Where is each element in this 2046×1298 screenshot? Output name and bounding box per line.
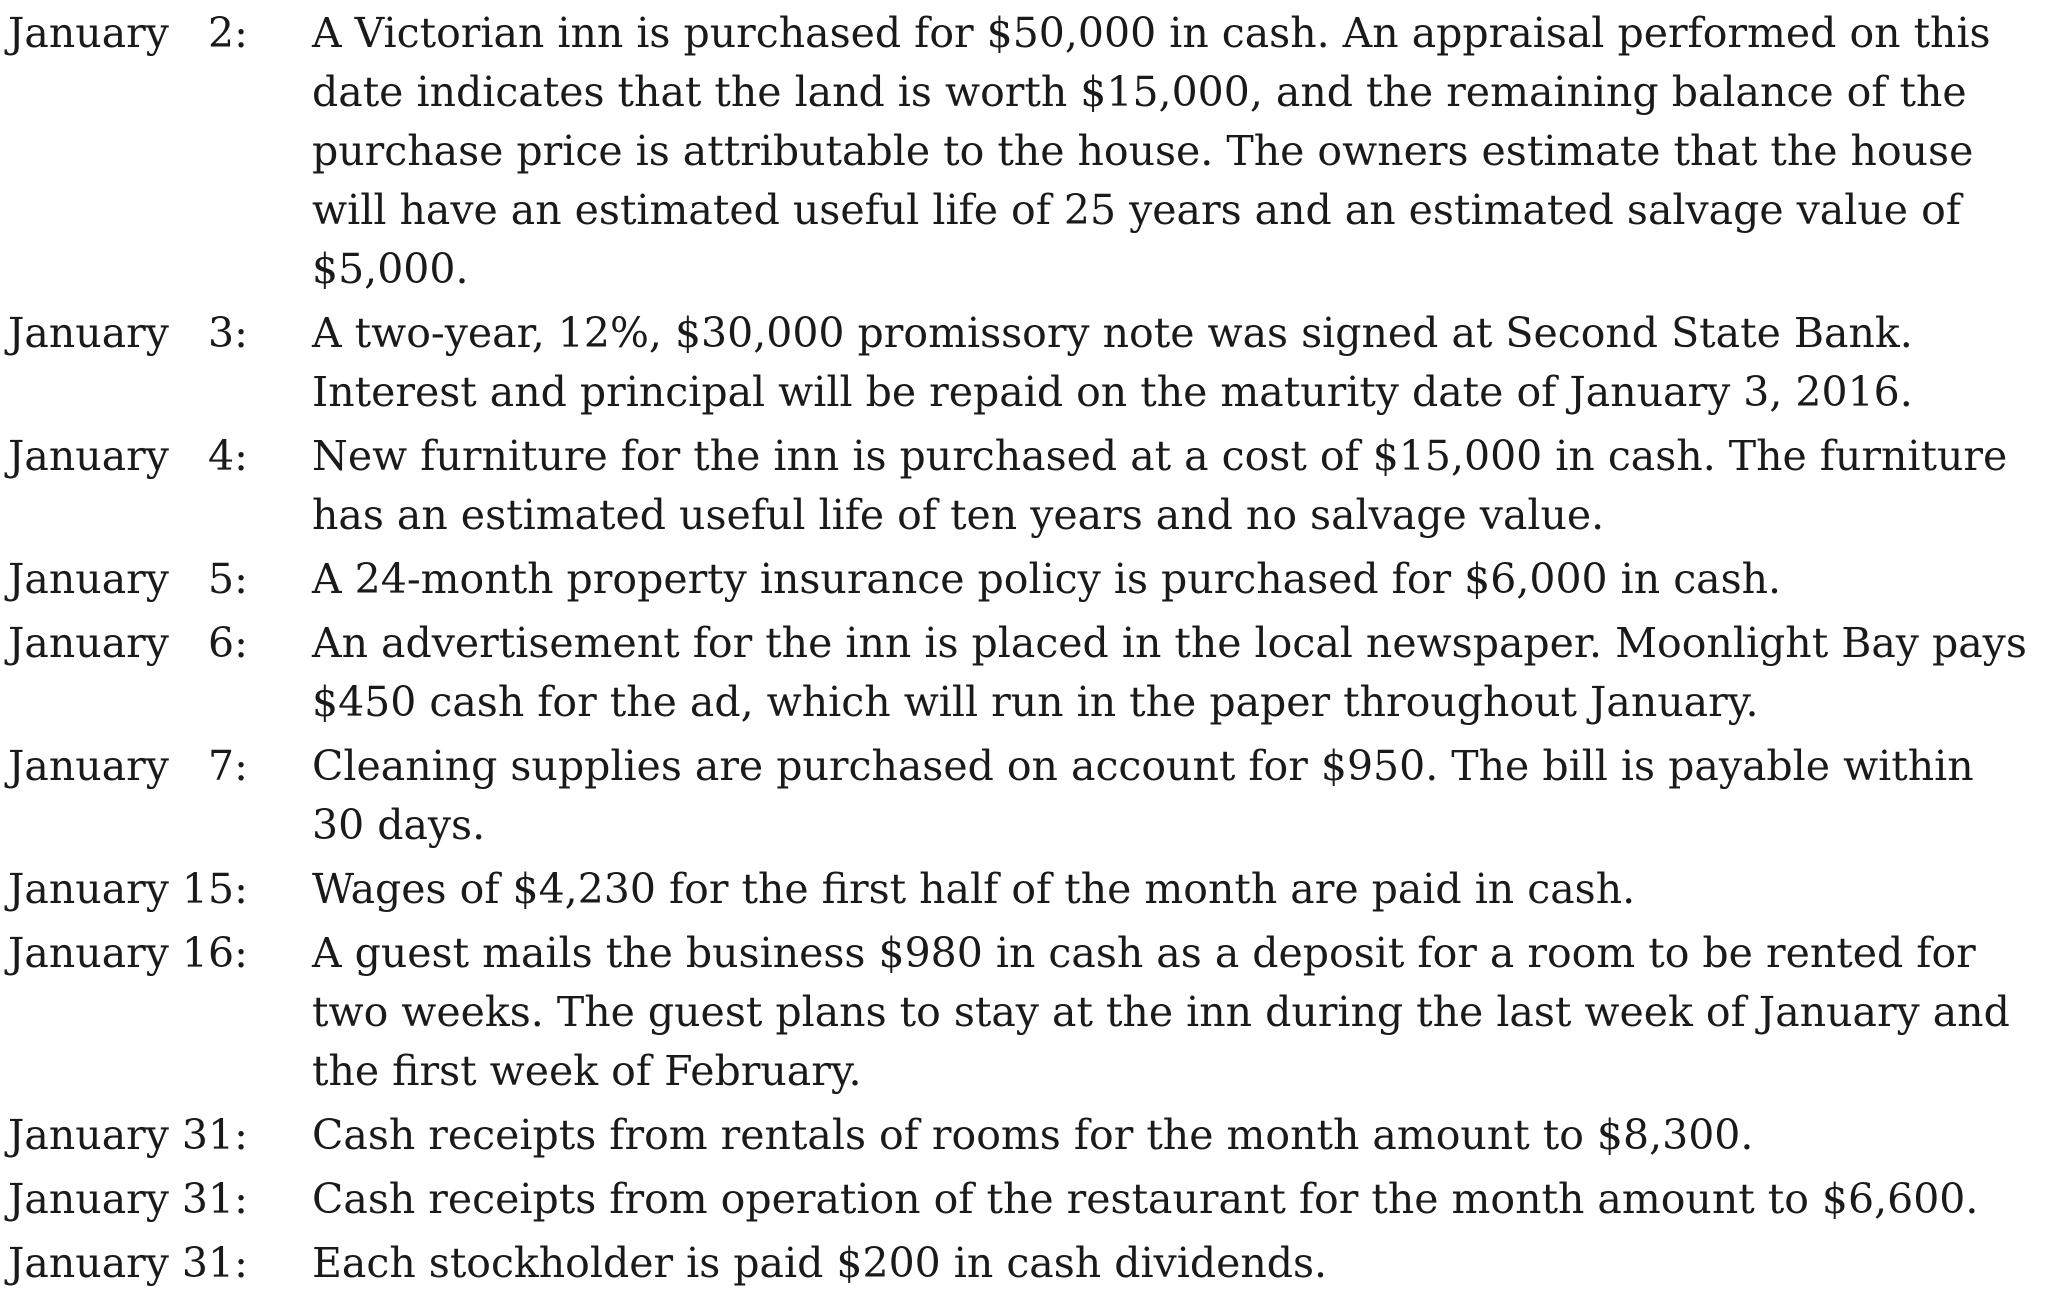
transaction-date: January 7: xyxy=(8,742,248,790)
transaction-date: January 5: xyxy=(8,555,248,603)
transaction-date: January 15: xyxy=(8,865,248,913)
transaction-entry xyxy=(8,1170,2038,1229)
transaction-entry xyxy=(8,924,2038,1101)
transaction-description: A two-year, 12%, $30,000 promissory note was signed at Second State Bank. Interest and principal will be repaid on the maturity date of January 3, 2016. xyxy=(312,309,1913,416)
transaction-description: A Victorian inn is purchased for $50,000 in cash. An appraisal performed on this date indicates that the land is worth $15,000, and the remaining balance of the purchase price is attributable to the house. The owners estimate that the house will have an estimated useful life of 25 years and an estimated salvage value of $5,000. xyxy=(312,9,1991,293)
transaction-description: A 24-month property insurance policy is purchased for $6,000 in cash. xyxy=(312,555,1782,603)
transaction-description: Wages of $4,230 for the first half of the month are paid in cash. xyxy=(312,865,1636,913)
transaction-date: January 3: xyxy=(8,309,248,357)
transaction-date: January 2: xyxy=(8,9,248,57)
transaction-date: January 31: xyxy=(8,1239,248,1287)
transaction-description: Cash receipts from rentals of rooms for the month amount to $8,300. xyxy=(312,1111,1754,1159)
transaction-entry xyxy=(8,1106,2038,1165)
transaction-date: January 16: xyxy=(8,929,248,977)
transaction-entry xyxy=(8,427,2038,545)
transaction-entry xyxy=(8,550,2038,609)
transaction-entry xyxy=(8,1234,2038,1293)
transaction-description: An advertisement for the inn is placed in the local newspaper. Moonlight Bay pays $450 cash for the ad, which will run in the paper throughout January. xyxy=(312,619,2027,726)
transaction-date: January 4: xyxy=(8,432,248,480)
transaction-entry xyxy=(8,304,2038,422)
transaction-entry xyxy=(8,614,2038,732)
transaction-entry xyxy=(8,4,2038,299)
transaction-description: Cash receipts from operation of the restaurant for the month amount to $6,600. xyxy=(312,1175,1979,1223)
transaction-date: January 6: xyxy=(8,619,248,667)
transaction-description: Cleaning supplies are purchased on account for $950. The bill is payable within 30 days. xyxy=(312,742,1974,849)
transaction-date: January 31: xyxy=(8,1175,248,1223)
transaction-description: A guest mails the business $980 in cash as a deposit for a room to be rented for two weeks. The guest plans to stay at the inn during the last week of January and the first week of February. xyxy=(312,929,2010,1095)
transaction-date: January 31: xyxy=(8,1111,248,1159)
transaction-entry xyxy=(8,860,2038,919)
transaction-list xyxy=(8,4,2038,1298)
transaction-description: New furniture for the inn is purchased at a cost of $15,000 in cash. The furniture has an estimated useful life of ten years and no salvage value. xyxy=(312,432,2008,539)
transaction-entry xyxy=(8,737,2038,855)
transaction-description: Each stockholder is paid $200 in cash dividends. xyxy=(312,1239,1328,1287)
